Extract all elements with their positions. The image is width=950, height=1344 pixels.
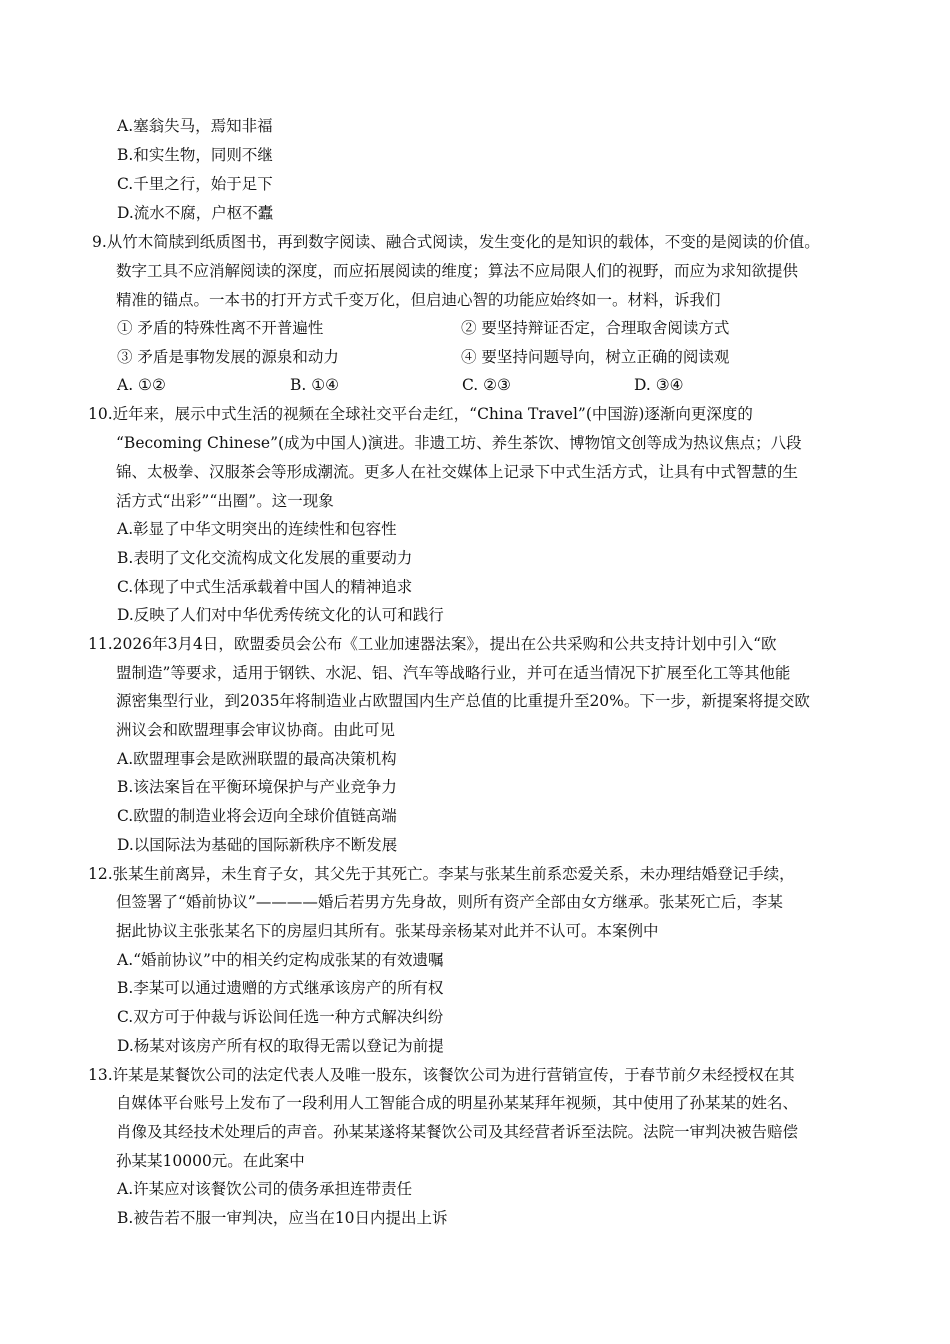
q11-stem-line-1: 11.2026年3月4日，欧盟委员会公布《工业加速器法案》，提出在公共采购和公共支持计划中引入“欧 — [88, 635, 777, 653]
q13-stem-line-1: 13.许某是某餐饮公司的法定代表人及唯一股东，该餐饮公司为进行营销宣传，于春节前夕未经授权在其 — [88, 1066, 795, 1084]
q9-stem-line-3: 精准的锚点。一本书的打开方式千变万化，但启迪心智的功能应始终如一。材料，诉我们 — [116, 291, 721, 309]
q9-choice-d: D. ③④ — [634, 376, 684, 394]
q13-stem-line-2: 自媒体平台账号上发布了一段利用人工智能合成的明星孙某某拜年视频，其中使用了孙某某的姓名、 — [116, 1094, 799, 1112]
q9-choice-c: C. ②③ — [462, 376, 511, 394]
q10-stem-line-4: 活方式“出彩”“出圈”。这一现象 — [116, 492, 334, 510]
q13-option-b: B.被告若不服一审判决，应当在10日内提出上诉 — [117, 1209, 448, 1227]
q9-statement-1: ① 矛盾的特殊性离不开普遍性 — [117, 319, 324, 337]
q11-option-a: A.欧盟理事会是欧洲联盟的最高决策机构 — [117, 750, 397, 768]
q8-option-c: C.千里之行，始于足下 — [117, 175, 273, 193]
q10-option-a: A.彰显了中华文明突出的连续性和包容性 — [117, 520, 397, 538]
q12-option-a: A.“婚前协议”中的相关约定构成张某的有效遗嘱 — [117, 951, 444, 969]
q11-option-b: B.该法案旨在平衡环境保护与产业竞争力 — [117, 778, 397, 796]
q12-stem-line-2: 但签署了“婚前协议”————婚后若男方先身故，则所有资产全部由女方继承。张某死亡后，李某 — [116, 893, 783, 911]
q9-stem-line-2: 数字工具不应消解阅读的深度，而应拓展阅读的维度；算法不应局限人们的视野，而应为求知欲提供 — [116, 262, 799, 280]
q11-option-d: D.以国际法为基础的国际新秩序不断发展 — [117, 836, 398, 854]
q10-stem-line-3: 锦、太极拳、汉服茶会等形成潮流。更多人在社交媒体上记录下中式生活方式，让具有中式智慧的生 — [116, 463, 799, 481]
q9-stem-line-1: 9.从竹木简牍到纸质图书，再到数字阅读、融合式阅读，发生变化的是知识的载体，不变的是阅读的价值。 — [92, 233, 820, 251]
q8-option-a: A.塞翁失马，焉知非福 — [117, 117, 273, 135]
q10-option-d: D.反映了人们对中华优秀传统文化的认可和践行 — [117, 606, 444, 624]
q13-option-a: A.许某应对该餐饮公司的债务承担连带责任 — [117, 1180, 413, 1198]
q12-option-b: B.李某可以通过遗赠的方式继承该房产的所有权 — [117, 979, 444, 997]
q13-stem-line-3: 肖像及其经技术处理后的声音。孙某某遂将某餐饮公司及其经营者诉至法院。法院一审判决被告赔偿 — [116, 1123, 799, 1141]
q11-stem-line-4: 洲议会和欧盟理事会审议协商。由此可见 — [116, 721, 396, 739]
q9-statement-2: ② 要坚持辩证否定，合理取舍阅读方式 — [461, 319, 730, 337]
q10-stem-line-1: 10.近年来，展示中式生活的视频在全球社交平台走红，“China Travel”(中国游)逐渐向更深度的 — [88, 405, 753, 423]
q8-option-d: D.流水不腐，户枢不蠹 — [117, 204, 274, 222]
q11-option-c: C.欧盟的制造业将会迈向全球价值链高端 — [117, 807, 397, 825]
q12-stem-line-3: 据此协议主张张某名下的房屋归其所有。张某母亲杨某对此并不认可。本案例中 — [116, 922, 659, 940]
q10-option-b: B.表明了文化交流构成文化发展的重要动力 — [117, 549, 413, 567]
q10-stem-line-2: “Becoming Chinese”(成为中国人)演进。非遗工坊、养生茶饮、博物馆文创等成为热议焦点；八段 — [116, 434, 802, 452]
q11-stem-line-3: 源密集型行业，到2035年将制造业占欧盟国内生产总值的比重提升至20%。下一步，新提案将提交欧 — [116, 692, 810, 710]
q9-statement-3: ③ 矛盾是事物发展的源泉和动力 — [117, 348, 339, 366]
q9-choice-a: A. ①② — [117, 376, 166, 394]
q11-stem-line-2: 盟制造”等要求，适用于钢铁、水泥、铝、汽车等战略行业，并可在适当情况下扩展至化工等其他能 — [116, 664, 791, 682]
q13-stem-line-4: 孙某某10000元。在此案中 — [116, 1152, 305, 1170]
q12-stem-line-1: 12.张某生前离异，未生育子女，其父先于其死亡。李某与张某生前系恋爱关系，未办理结婚登记手续， — [88, 865, 795, 883]
q12-option-c: C.双方可于仲裁与诉讼间任选一种方式解决纠纷 — [117, 1008, 444, 1026]
q8-option-b: B.和实生物，同则不继 — [117, 146, 273, 164]
q9-choice-b: B. ①④ — [290, 376, 340, 394]
q10-option-c: C.体现了中式生活承载着中国人的精神追求 — [117, 578, 413, 596]
q9-statement-4: ④ 要坚持问题导向，树立正确的阅读观 — [461, 348, 730, 366]
q12-option-d: D.杨某对该房产所有权的取得无需以登记为前提 — [117, 1037, 444, 1055]
